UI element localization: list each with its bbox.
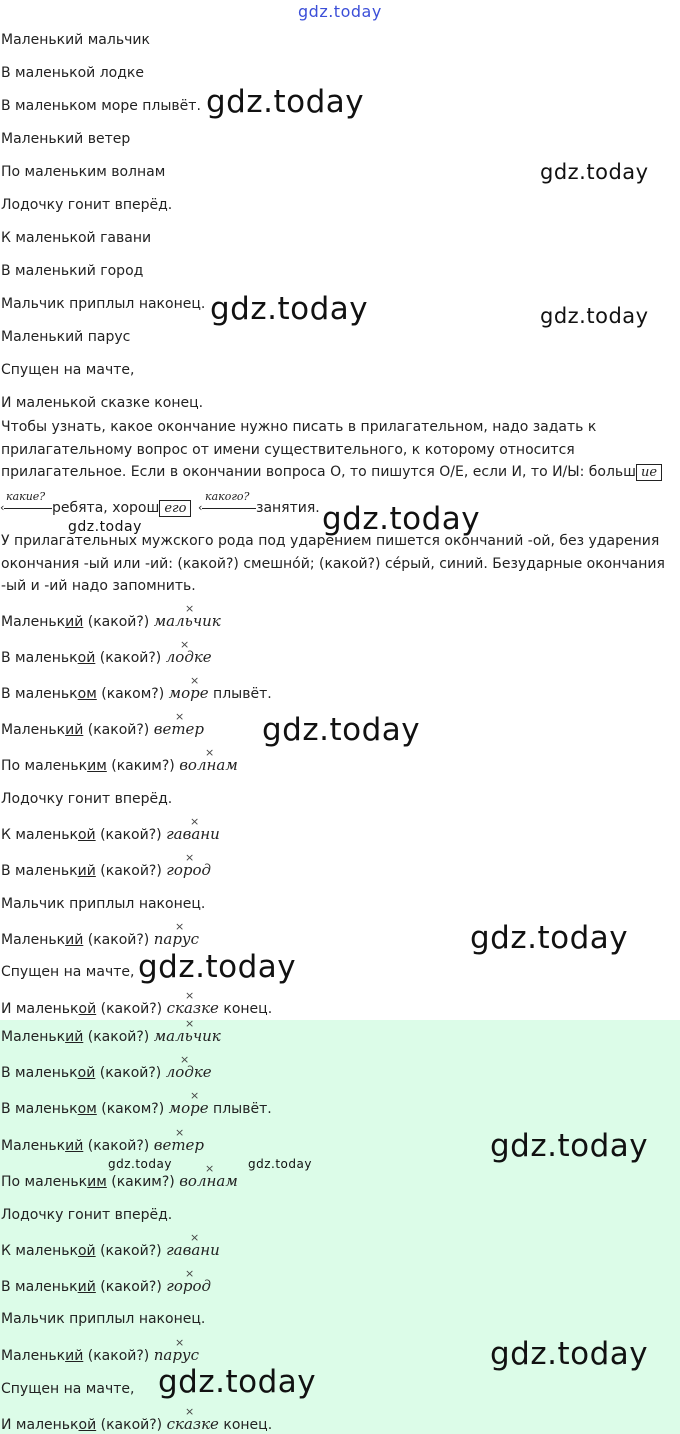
analysis-line: Маленький (какой?) ветер	[1, 720, 205, 738]
stress-mark-icon: ×	[185, 1267, 195, 1280]
stress-mark-icon: ×	[185, 1017, 195, 1030]
arrow-head-icon: ‹	[198, 501, 203, 514]
analysis-line: Маленький (какой?) ветер	[1, 1136, 205, 1154]
ending-box: его	[159, 500, 191, 517]
poem-line: Маленький парус	[1, 329, 131, 345]
analysis-line: Маленький (какой?) парус	[1, 1346, 200, 1364]
watermark: gdz.today	[108, 1157, 172, 1171]
watermark: gdz.today	[322, 501, 481, 537]
analysis-line: Маленький (какой?) мальчик	[1, 612, 221, 630]
poem-line: В маленькой лодке	[1, 65, 144, 81]
watermark: gdz.today	[138, 949, 297, 985]
rule-example	[52, 499, 191, 518]
analysis-line: И маленькой (какой?) сказке конец.	[1, 999, 273, 1017]
stress-mark-icon: ×	[175, 920, 185, 933]
stress-mark-icon: ×	[175, 1126, 185, 1139]
stress-mark-icon: ×	[190, 1089, 200, 1102]
analysis-line: К маленькой (какой?) гавани	[1, 825, 220, 843]
analysis-line: В маленькой (какой?) лодке	[1, 1063, 212, 1081]
example-part: ребята, хорош	[52, 500, 160, 516]
watermark: gdz.today	[68, 519, 142, 535]
stress-mark-icon: ×	[205, 746, 215, 759]
analysis-line: К маленькой (какой?) гавани	[1, 1241, 220, 1259]
arrow-head-icon: ‹	[0, 501, 5, 514]
watermark: gdz.today	[158, 1364, 317, 1400]
watermark: gdz.today	[490, 1128, 649, 1164]
poem-line: И маленькой сказке конец.	[1, 395, 204, 411]
stress-mark-icon: ×	[185, 989, 195, 1002]
rule-text: Чтобы узнать, какое окончание нужно писать в прилагательном, надо задать к прилагательному вопрос от имени существительного, к которому относится прилагательное. Если в окончании вопроса О, то пишутся О/Е, если И, то И/Ы: больш	[1, 419, 636, 481]
analysis-line: По маленьким (каким?) волнам	[1, 1172, 238, 1190]
analysis-line: Мальчик приплыл наконец.	[1, 896, 206, 912]
stress-mark-icon: ×	[175, 710, 185, 723]
poem-line: Маленький ветер	[1, 131, 131, 147]
stress-mark-icon: ×	[190, 674, 200, 687]
stress-mark-icon: ×	[175, 1336, 185, 1349]
analysis-line: В маленький (какой?) город	[1, 861, 212, 879]
watermark: gdz.today	[470, 920, 629, 956]
analysis-line: По маленьким (каким?) волнам	[1, 756, 238, 774]
poem-line: По маленьким волнам	[1, 164, 166, 180]
poem-line: К маленькой гавани	[1, 230, 152, 246]
stress-mark-icon: ×	[185, 851, 195, 864]
poem-line: В маленький город	[1, 263, 144, 279]
question-arrow	[4, 508, 52, 509]
analysis-line: В маленьком (каком?) море плывёт.	[1, 1099, 272, 1117]
question-label: какие?	[6, 490, 46, 503]
watermark: gdz.today	[248, 1157, 312, 1171]
poem-line: Спущен на мачте,	[1, 362, 135, 378]
analysis-line: Спущен на мачте,	[1, 964, 135, 980]
ending-box: ие	[636, 464, 662, 481]
stress-mark-icon: ×	[180, 638, 190, 651]
watermark: gdz.today	[540, 304, 649, 328]
analysis-line: Спущен на мачте,	[1, 1381, 135, 1397]
poem-line: В маленьком море плывёт.	[1, 98, 201, 114]
analysis-line: Лодочку гонит вперёд.	[1, 791, 173, 807]
analysis-line: В маленьком (каком?) море плывёт.	[1, 684, 272, 702]
analysis-line: Маленький (какой?) парус	[1, 930, 200, 948]
watermark: gdz.today	[490, 1336, 649, 1372]
question-label: какого?	[205, 490, 250, 503]
stress-mark-icon: ×	[205, 1162, 215, 1175]
poem-line: Лодочку гонит вперёд.	[1, 197, 173, 213]
analysis-line: В маленькой (какой?) лодке	[1, 648, 212, 666]
watermark: gdz.today	[262, 712, 421, 748]
stress-mark-icon: ×	[190, 815, 200, 828]
analysis-line: Маленький (какой?) мальчик	[1, 1027, 221, 1045]
top-watermark: gdz.today	[298, 2, 382, 21]
stress-mark-icon: ×	[180, 1053, 190, 1066]
poem-line: Маленький мальчик	[1, 32, 150, 48]
stress-mark-icon: ×	[190, 1231, 200, 1244]
example-end: занятия.	[256, 500, 320, 516]
analysis-line: Мальчик приплыл наконец.	[1, 1311, 206, 1327]
analysis-line: Лодочку гонит вперёд.	[1, 1207, 173, 1223]
watermark: gdz.today	[206, 84, 365, 120]
watermark: gdz.today	[540, 160, 649, 184]
poem-line: Мальчик приплыл наконец.	[1, 296, 206, 312]
analysis-line: В маленький (какой?) город	[1, 1277, 212, 1295]
analysis-line: И маленькой (какой?) сказке конец.	[1, 1415, 273, 1433]
question-arrow	[202, 508, 256, 509]
stress-mark-icon: ×	[185, 1405, 195, 1418]
stress-mark-icon: ×	[185, 602, 195, 615]
watermark: gdz.today	[210, 291, 369, 327]
rule-paragraph-2: У прилагательных мужского рода под ударением пишется окончаний -ой, без ударения окончания -ый или -ий: (какой?) смешно́й; (какой?) се́рый, синий. Безударные окончания -ый и -ий надо запомнить.	[1, 533, 665, 595]
rule-paragraph	[1, 416, 677, 485]
